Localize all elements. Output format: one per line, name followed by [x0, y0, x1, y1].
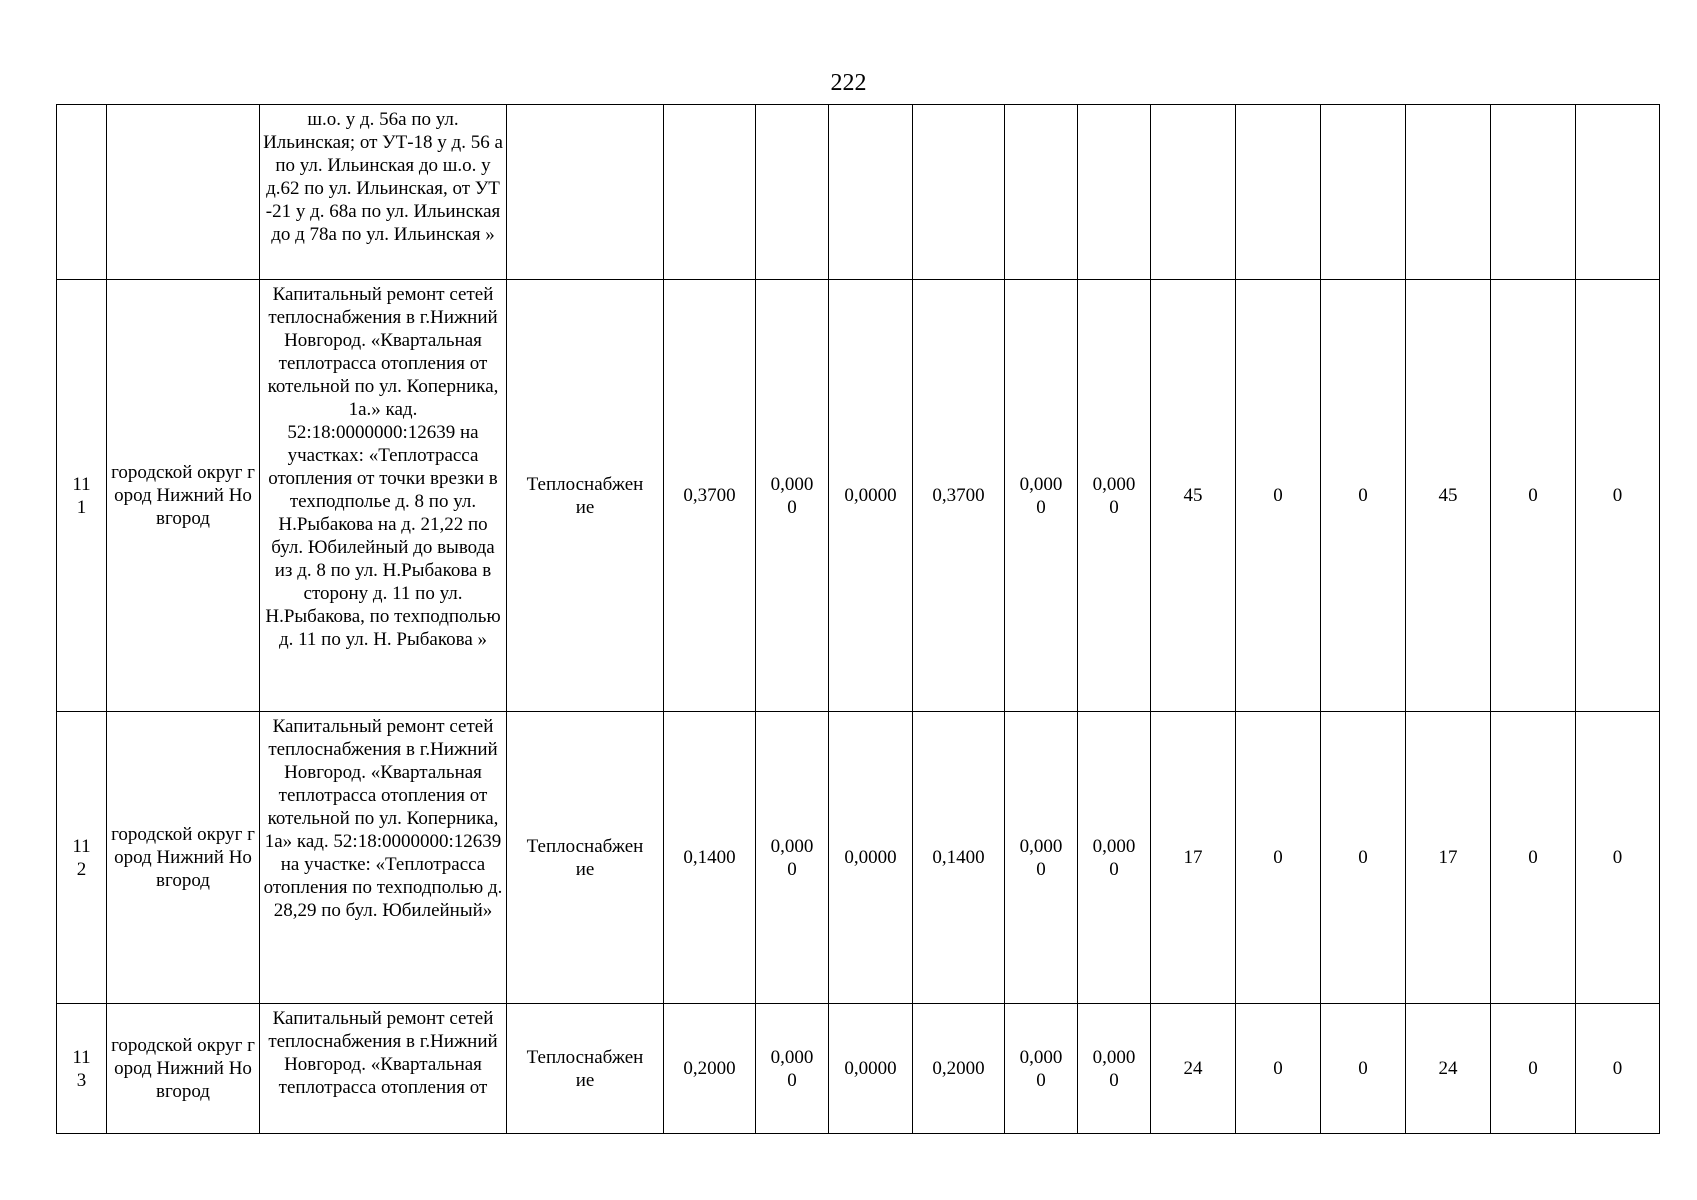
value-cell: 0 — [1491, 712, 1576, 1004]
value-cell: 0 — [1236, 712, 1321, 1004]
description-cell: Капитальный ремонт сетей теплоснабжения в г.Нижний Новгород. «Квартальная теплотрасса отопления от — [260, 1004, 507, 1134]
value-cell — [1078, 105, 1151, 280]
value-cell — [1151, 105, 1236, 280]
description-cell: Капитальный ремонт сетей теплоснабжения в г.Нижний Новгород. «Квартальная теплотрасса отопления от котельной по ул. Коперника, 1а» кад. 52:18:0000000:12639 на участке: «Теплотрасса отопления по техподполью д. 28,29 по бул. Юбилейный» — [260, 712, 507, 1004]
municipality-cell: городской округ город Нижний Новгород — [107, 280, 260, 712]
value-cell: 0 — [1321, 280, 1406, 712]
value-cell: 0,1400 — [913, 712, 1005, 1004]
row-number: 11 3 — [57, 1004, 107, 1134]
municipality-cell: городской округ город Нижний Новгород — [107, 1004, 260, 1134]
value-cell: 17 — [1151, 712, 1236, 1004]
table-row — [57, 105, 1660, 280]
value-cell: 24 — [1406, 1004, 1491, 1134]
value-cell: 0,000 0 — [1078, 1004, 1151, 1134]
table-row — [57, 280, 1660, 712]
value-cell: 0,0000 — [829, 712, 913, 1004]
value-cell: 0 — [1491, 280, 1576, 712]
value-cell: 0 — [1576, 280, 1660, 712]
value-cell: 24 — [1151, 1004, 1236, 1134]
type-cell — [507, 105, 664, 280]
value-cell — [1491, 105, 1576, 280]
value-cell — [664, 105, 756, 280]
row-number — [57, 105, 107, 280]
value-cell: 0 — [1576, 712, 1660, 1004]
value-cell — [1321, 105, 1406, 280]
value-cell: 0 — [1236, 280, 1321, 712]
row-number: 11 1 — [57, 280, 107, 712]
value-cell: 0,000 0 — [756, 280, 829, 712]
description-cell: ш.о. у д. 56а по ул. Ильинская; от УТ-18 у д. 56 а по ул. Ильинская до ш.о. у д.62 по ул. Ильинская, от УТ -21 у д. 68а по ул. Ильинская до д 78а по ул. Ильинская » — [260, 105, 507, 280]
municipality-cell — [107, 105, 260, 280]
description-cell: Капитальный ремонт сетей теплоснабжения в г.Нижний Новгород. «Квартальная теплотрасса отопления от котельной по ул. Коперника, 1а.» кад. 52:18:0000000:12639 на участках: «Теплотрасса отопления от точки врезки в техподполье д. 8 по ул. Н.Рыбакова на д. 21,22 по бул. Юбилейный до вывода из д. 8 по ул. Н.Рыбакова в сторону д. 11 по ул. Н.Рыбакова, по техподполью д. 11 по ул. Н. Рыбакова » — [260, 280, 507, 712]
value-cell — [1005, 105, 1078, 280]
value-cell: 0,000 0 — [1005, 712, 1078, 1004]
value-cell: 0,000 0 — [1005, 1004, 1078, 1134]
value-cell: 45 — [1151, 280, 1236, 712]
value-cell: 0 — [1236, 1004, 1321, 1134]
value-cell — [756, 105, 829, 280]
value-cell: 17 — [1406, 712, 1491, 1004]
value-cell — [829, 105, 913, 280]
value-cell: 0 — [1321, 712, 1406, 1004]
value-cell: 0,000 0 — [756, 712, 829, 1004]
table-row — [57, 712, 1660, 1004]
value-cell: 0 — [1491, 1004, 1576, 1134]
value-cell: 0,2000 — [913, 1004, 1005, 1134]
value-cell: 0,3700 — [913, 280, 1005, 712]
value-cell — [1236, 105, 1321, 280]
value-cell — [1576, 105, 1660, 280]
municipality-cell: городской округ город Нижний Новгород — [107, 712, 260, 1004]
value-cell — [913, 105, 1005, 280]
value-cell: 45 — [1406, 280, 1491, 712]
type-cell: Теплоснабжен ие — [507, 712, 664, 1004]
table-row — [57, 1004, 1660, 1134]
page-number: 222 — [830, 70, 867, 96]
value-cell: 0 — [1576, 1004, 1660, 1134]
value-cell: 0,000 0 — [756, 1004, 829, 1134]
value-cell: 0,1400 — [664, 712, 756, 1004]
value-cell: 0 — [1321, 1004, 1406, 1134]
row-number: 11 2 — [57, 712, 107, 1004]
value-cell: 0,000 0 — [1078, 712, 1151, 1004]
value-cell: 0,2000 — [664, 1004, 756, 1134]
value-cell: 0,000 0 — [1078, 280, 1151, 712]
type-cell: Теплоснабжен ие — [507, 280, 664, 712]
value-cell: 0,0000 — [829, 280, 913, 712]
value-cell: 0,3700 — [664, 280, 756, 712]
type-cell: Теплоснабжен ие — [507, 1004, 664, 1134]
value-cell: 0,000 0 — [1005, 280, 1078, 712]
value-cell — [1406, 105, 1491, 280]
value-cell: 0,0000 — [829, 1004, 913, 1134]
data-table — [56, 104, 1660, 1134]
